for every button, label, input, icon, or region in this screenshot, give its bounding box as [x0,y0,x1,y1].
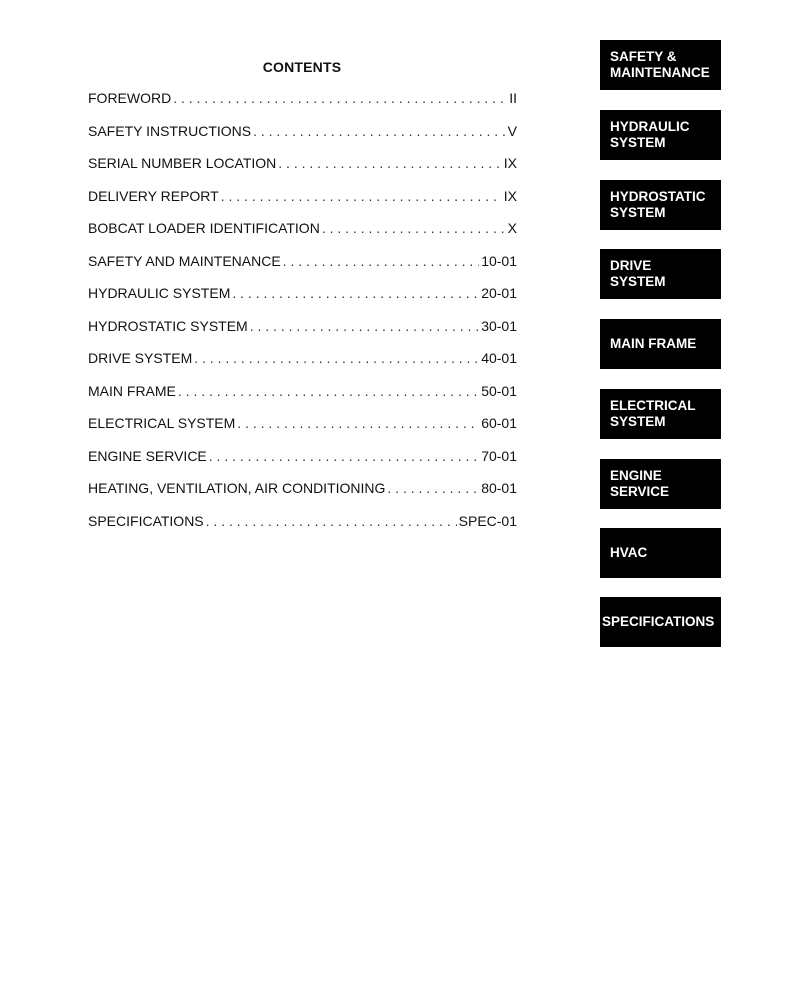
tab-label: SPECIFICATIONS [602,614,715,629]
toc-page-number: IX [503,155,517,171]
tab-safety-maintenance[interactable] [600,40,721,90]
table-of-contents [88,90,517,545]
tab-label: ENGINE SERVICE [610,468,670,499]
toc-label: MAIN FRAME [88,382,176,399]
toc-entry-safety-maintenance[interactable] [88,253,517,286]
toc-leader-dots [387,480,479,496]
toc-entry-electrical-system[interactable] [88,415,517,448]
toc-entry-hvac[interactable] [88,480,517,513]
toc-leader-dots [253,123,506,139]
toc-entry-loader-identification[interactable] [88,220,517,253]
tab-label: DRIVE SYSTEM [610,258,666,289]
toc-page-number: 80-01 [481,480,517,496]
tab-drive-system[interactable] [600,249,721,299]
toc-entry-serial-number-location[interactable] [88,155,517,188]
toc-entry-hydraulic-system[interactable] [88,285,517,318]
toc-page-number: 60-01 [481,415,517,431]
toc-entry-delivery-report[interactable] [88,188,517,221]
toc-label: HYDROSTATIC SYSTEM [88,317,248,334]
toc-page-number: 50-01 [481,382,517,399]
toc-entry-safety-instructions[interactable] [88,123,517,156]
tab-label: SAFETY & MAINTENANCE [610,49,710,80]
tab-label: MAIN FRAME [610,336,697,351]
toc-leader-dots [322,220,506,236]
tab-label: ELECTRICAL SYSTEM [610,398,696,429]
toc-entry-drive-system[interactable] [88,350,517,383]
toc-page-number: 30-01 [481,317,517,334]
toc-label: DRIVE SYSTEM [88,350,193,366]
toc-leader-dots [209,448,479,464]
toc-label: SAFETY AND MAINTENANCE [88,252,281,269]
toc-page-number: 10-01 [481,252,517,269]
toc-entry-main-frame[interactable] [88,383,517,416]
toc-label: BOBCAT LOADER IDENTIFICATION [88,220,320,236]
toc-page-number: X [507,220,517,236]
toc-label: FOREWORD [88,90,172,106]
toc-label: SPECIFICATIONS [88,512,204,529]
toc-label: HYDRAULIC SYSTEM [88,285,231,301]
tab-hydrostatic-system[interactable] [600,180,721,230]
tab-label: HYDROSTATIC SYSTEM [610,189,706,220]
toc-label: SERIAL NUMBER LOCATION [88,155,277,171]
toc-leader-dots [206,513,457,529]
page-title: CONTENTS [262,59,342,75]
toc-leader-dots [232,285,479,301]
tab-label: HVAC [610,545,648,560]
toc-leader-dots [194,350,479,366]
toc-entry-hydrostatic-system[interactable] [88,318,517,351]
toc-label: ENGINE SERVICE [88,447,207,464]
toc-leader-dots [221,188,502,204]
toc-page-number: 20-01 [481,285,517,301]
toc-page-number: IX [503,187,517,204]
toc-label: SAFETY INSTRUCTIONS [88,122,252,139]
toc-page-number: II [509,90,517,106]
tab-specifications[interactable] [600,597,721,647]
toc-leader-dots [250,318,479,334]
toc-page-number: V [507,122,517,139]
toc-entry-engine-service[interactable] [88,448,517,481]
tab-electrical-system[interactable] [600,389,721,439]
tab-hvac[interactable] [600,528,721,578]
tab-main-frame[interactable] [600,319,721,369]
tab-hydraulic-system[interactable] [600,110,721,160]
toc-leader-dots [237,415,479,431]
toc-leader-dots [178,383,479,399]
toc-label: ELECTRICAL SYSTEM [88,415,236,431]
toc-leader-dots [283,253,480,269]
toc-entry-specifications[interactable] [88,513,517,546]
toc-entry-foreword[interactable] [88,90,517,123]
toc-leader-dots [278,155,502,171]
toc-page-number: 40-01 [481,350,517,366]
toc-page-number: SPEC-01 [458,512,517,529]
toc-leader-dots [173,90,507,106]
toc-page-number: 70-01 [481,447,517,464]
toc-label: HEATING, VENTILATION, AIR CONDITIONING [88,480,386,496]
tab-label: HYDRAULIC SYSTEM [610,119,690,150]
tab-engine-service[interactable] [600,459,721,509]
toc-label: DELIVERY REPORT [88,187,219,204]
